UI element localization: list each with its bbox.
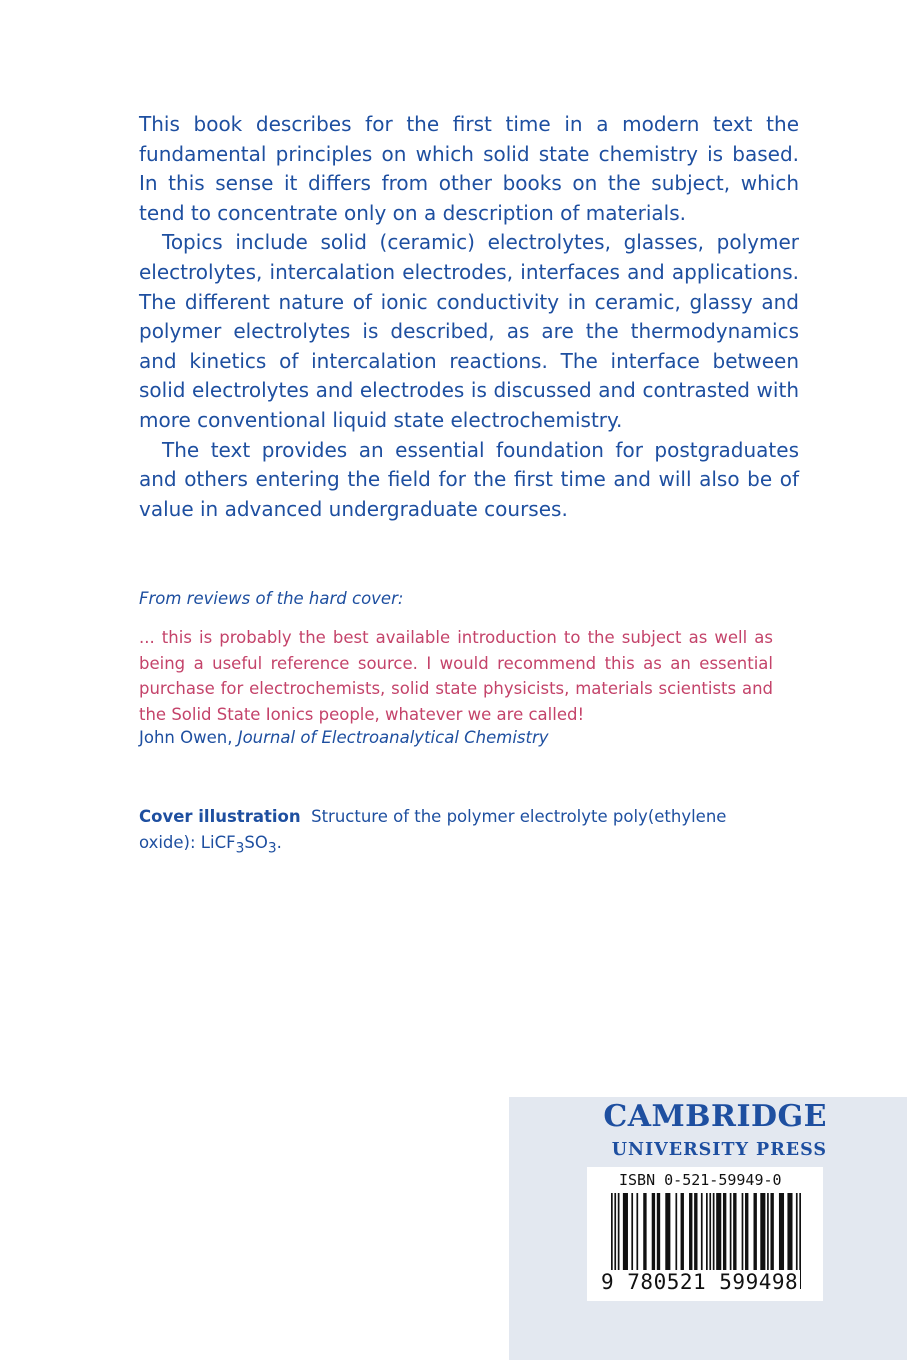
cover-illustration-caption xyxy=(139,804,739,861)
publisher-panel xyxy=(509,1097,907,1360)
formula-end: . xyxy=(276,833,282,852)
formula-subscript-1: 3 xyxy=(235,840,245,857)
description-paragraph-3: The text provides an essential foundation for postgraduates and others entering the field for the first time and will also be of value in advanced undergraduate courses. xyxy=(139,437,799,521)
formula-subscript-2: 3 xyxy=(267,840,277,857)
review-source: Journal of Electroanalytical Chemistry xyxy=(237,728,549,747)
cover-illustration-text: Structure of the polymer electrolyte poly(ethylene oxide): LiCF xyxy=(139,807,727,852)
publisher-name: CAMBRIDGE xyxy=(603,1099,827,1134)
cover-illustration-label: Cover illustration xyxy=(139,807,301,826)
publisher-press: UNIVERSITY PRESS xyxy=(611,1140,827,1160)
formula-mid: SO xyxy=(244,833,268,852)
review-author: John Owen, xyxy=(139,728,233,747)
review-quote: ... this is probably the best available introduction to the subject as well as being a useful reference source. I would recommend this as an essential purchase for electrochemists, solid state physicists, materials scientists and the Solid State Ionics people, whatever we are called! xyxy=(139,628,773,724)
reviews-heading: From reviews of the hard cover: xyxy=(139,589,404,608)
ean-number: 9 780521 599498 xyxy=(601,1270,799,1294)
description-paragraph-2: Topics include solid (ceramic) electrolytes, glasses, polymer electrolytes, intercalation electrodes, interfaces and applications. The different nature of ionic conductivity in ceramic, glassy and polymer electrolytes is described, as are the thermodynamics and kinetics of intercalation reactions. The interface between solid electrolytes and electrodes is discussed and contrasted with more conventional liquid state electrochemistry. xyxy=(139,230,799,432)
barcode-box xyxy=(587,1167,823,1301)
review-attribution xyxy=(139,728,549,747)
book-description xyxy=(139,110,799,524)
description-paragraph-1: This book describes for the first time in a modern text the fundamental principles on which solid state chemistry is based. In this sense it differs from other books on the subject, which tend to concentrate only on a description of materials. xyxy=(139,112,799,225)
isbn-label: ISBN 0-521-59949-0 xyxy=(619,1171,782,1189)
